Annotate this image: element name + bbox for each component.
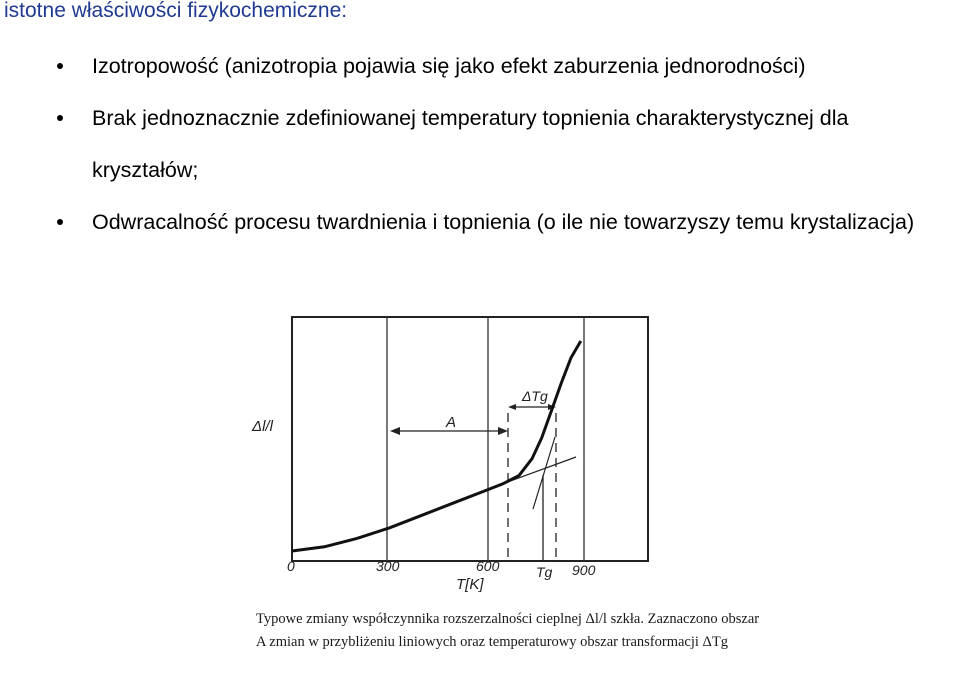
expansion-figure	[250, 305, 960, 678]
bullet-list	[0, 40, 960, 248]
plot-frame	[292, 317, 648, 561]
x-tick-label: 900	[572, 562, 596, 578]
region-a-label: A	[446, 414, 457, 431]
x-tick-label: 0	[287, 558, 295, 574]
slide-title: istotne właściwości fizykochemiczne:	[4, 0, 348, 22]
bullet-text: Odwracalność procesu twardnienia i topnienia (o ile nie towarzyszy temu krystalizacja)	[92, 210, 915, 234]
bullet-item	[0, 196, 960, 248]
arrow-head-icon	[498, 427, 508, 435]
tangent-line	[505, 457, 576, 483]
tg-tick-label: Tg	[536, 564, 553, 580]
x-axis-label: T[K]	[456, 576, 484, 593]
figure-caption-line-2: A zmian w przybliżeniu liniowych oraz temperaturowy obszar transformacji ΔTg	[256, 634, 728, 650]
bullet-item	[0, 40, 960, 92]
bullet-dot-icon	[57, 219, 63, 225]
arrow-head-icon	[390, 427, 400, 435]
bullet-item	[0, 92, 960, 196]
bullet-text: Brak jednoznacznie zdefiniowanej temperatury topnienia charakterystycznej dla kryształów;	[92, 106, 849, 182]
x-tick-label: 600	[476, 558, 500, 574]
expansion-curve	[292, 341, 581, 551]
figure-caption-line-1: Typowe zmiany współczynnika rozszerzalności cieplnej Δl/l szkła. Zaznaczono obszar	[256, 611, 760, 627]
y-axis-label: Δl/l	[252, 418, 273, 435]
arrow-head-icon	[508, 404, 516, 410]
expansion-chart	[250, 305, 960, 678]
bullet-dot-icon	[57, 63, 63, 69]
bullet-dot-icon	[57, 115, 63, 121]
bullet-text: Izotropowość (anizotropia pojawia się jako efekt zaburzenia jednorodności)	[92, 54, 806, 78]
x-tick-label: 300	[376, 558, 400, 574]
delta-tg-label: ΔTg	[522, 388, 548, 404]
